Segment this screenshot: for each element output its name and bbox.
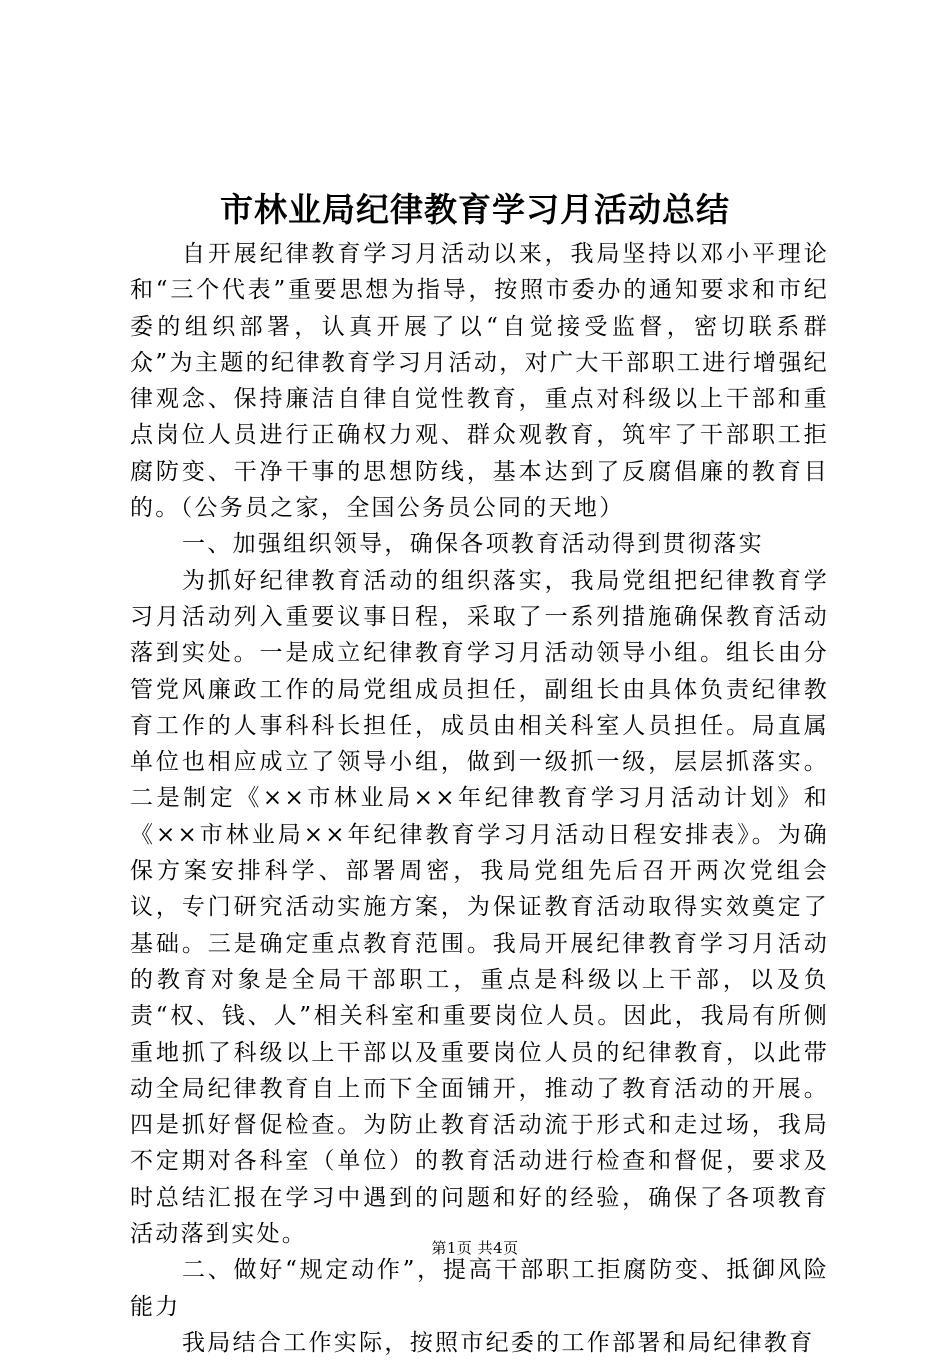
paragraph-intro: 自开展纪律教育学习月活动以来，我局坚持以邓小平理论和“三个代表”重要思想为指导，按照市委办的通知要求和市纪委的组织部署，认真开展了以“自觉接受监督，密切联系群众”为主题的纪律教育学习月活动，对广大干部职工进行增强纪律观念、保持廉洁自律自觉性教育，重点对科级以上干部和重点岗位人员进行正确权力观、群众观教育，筑牢了干部职工拒腐防变、干净干事的思想防线，基本达到了反腐倡廉的教育目的。（公务员之家，全国公务员公同的天地） bbox=[130, 241, 829, 522]
paragraph-section-2: 我局结合工作实际，按照市纪委的工作部署和局纪律教育 bbox=[182, 1329, 815, 1356]
section-heading-2: 二、做好“规定动作”，提高干部职工拒腐防变、抵御风险能力 bbox=[130, 1257, 829, 1320]
page-footer: 第1页 共4页 bbox=[431, 1239, 519, 1257]
document-title: 市林业局纪律教育学习月活动总结 bbox=[220, 190, 730, 229]
paragraph-section-1: 为抓好纪律教育活动的组织落实，我局党组把纪律教育学习月活动列入重要议事日程，采取了一系列措施确保教育活动落到实处。一是成立纪律教育学习月活动领导小组。组长由分管党风廉政工作的局党组成员担任，副组长由具体负责纪律教育工作的人事科科长担任，成员由相关科室人员担任。局直属单位也相应成立了领导小组，做到一级抓一级，层层抓落实。二是制定《××市林业局××年纪律教育学习月活动计划》和《××市林业局××年纪律教育学习月活动日程安排表》。为确保方案安排科学、部署周密，我局党组先后召开两次党组会议，专门研究活动实施方案，为保证教育活动取得实效奠定了基础。三是确定重点教育范围。我局开展纪律教育学习月活动的教育对象是全局干部职工，重点是科级以上干部，以及负责“权、钱、人”相关科室和重要岗位人员。因此，我局有所侧重地抓了科级以上干部以及重要岗位人员的纪律教育，以此带动全局纪律教育自上而下全面铺开，推动了教育活动的开展。四是抓好督促检查。为防止教育活动流于形式和走过场，我局不定期对各科室（单位）的教育活动进行检查和督促，要求及时总结汇报在学习中遇到的问题和好的经验，确保了各项教育活动落到实处。 bbox=[130, 567, 829, 1248]
document-body bbox=[130, 236, 829, 1361]
section-heading-1: 一、加强组织领导，确保各项教育活动得到贯彻落实 bbox=[182, 531, 764, 558]
